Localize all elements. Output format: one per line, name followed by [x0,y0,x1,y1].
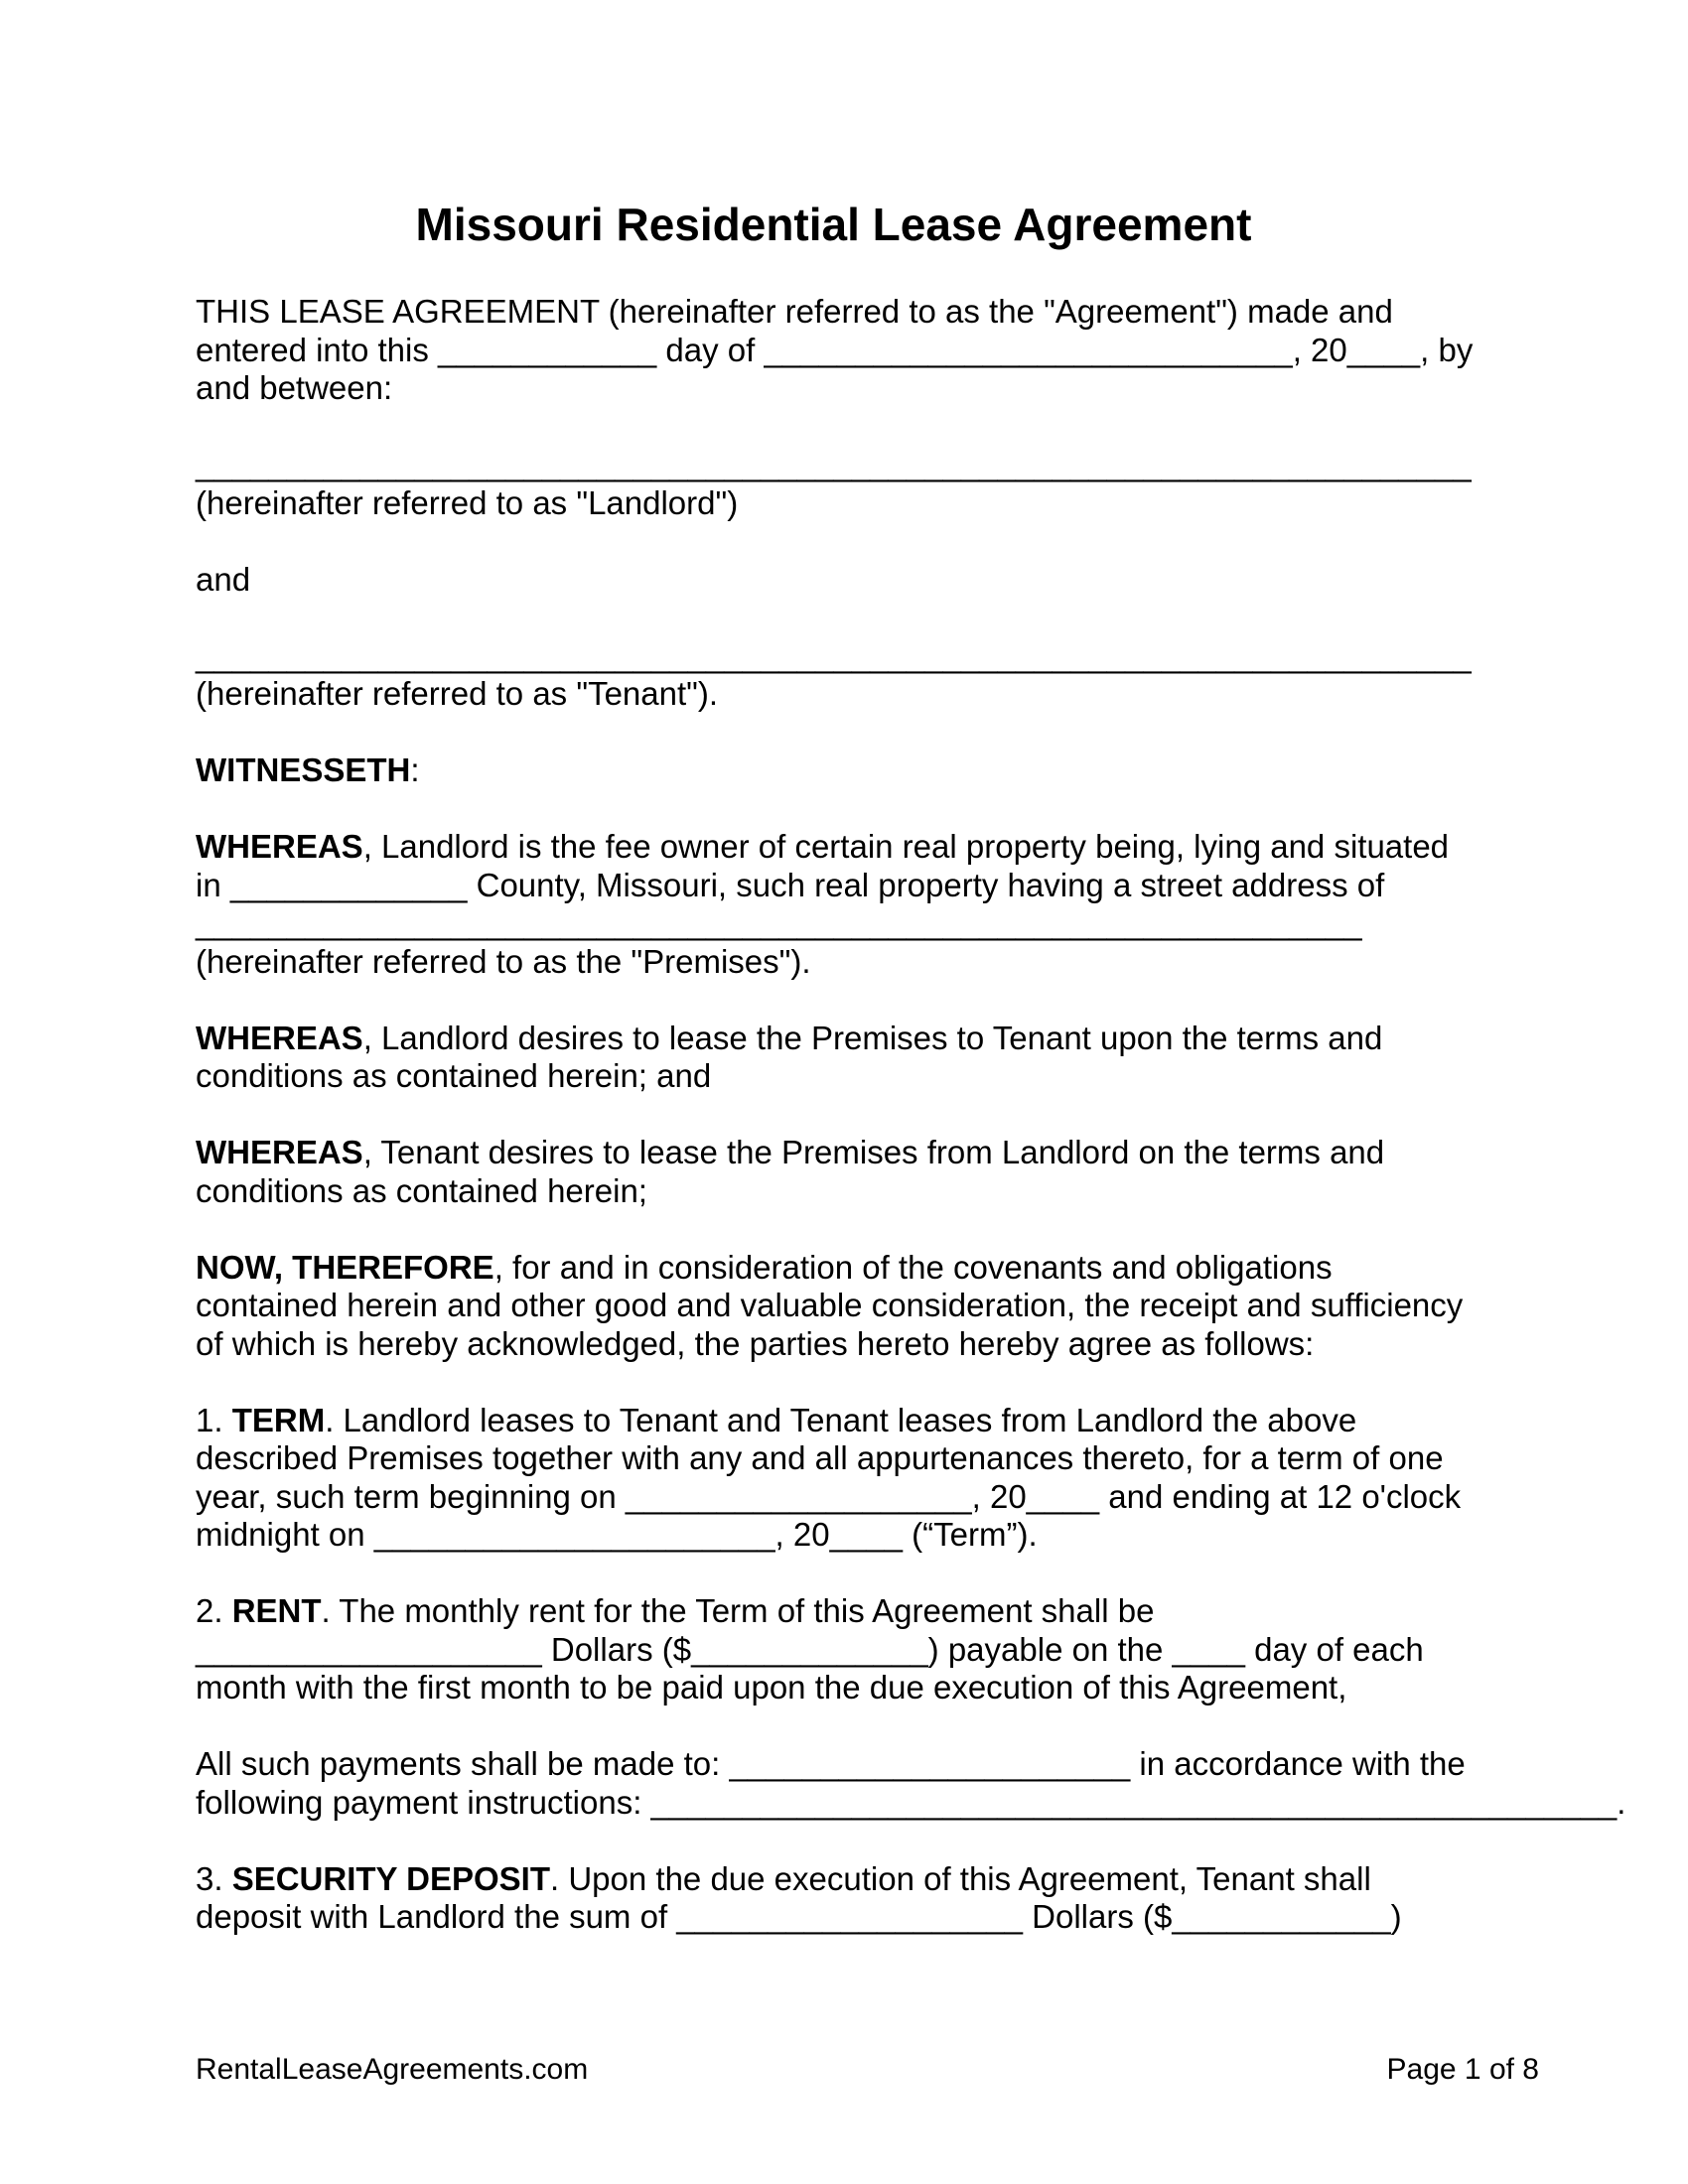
term-line-1 [196,1402,1546,1440]
whereas-owner-line-1 [196,828,1546,867]
witnesseth-heading [196,751,1546,790]
tenant-label: (hereinafter referred to as "Tenant"). [196,675,719,712]
page-title: Missouri Residential Lease Agreement [415,199,1252,250]
payments-line-2: following payment instructions: _____________________________________________________. [196,1783,1626,1821]
security-line-1 [196,1860,1546,1899]
payments-paragraph [196,1745,1626,1822]
rent-number: 2. [196,1592,232,1629]
intro-paragraph [196,293,1546,408]
rent-keyword: RENT [231,1592,322,1629]
now-therefore-line-1-text: , for and in consideration of the covenants and obligations [493,1248,1333,1286]
now-therefore-line-3: of which is hereby acknowledged, the parties hereto hereby agree as follows: [196,1324,1315,1362]
term-line-3: year, such term beginning on ___________________, 20____ and ending at 12 o'clock [196,1477,1462,1515]
intro-line-1: THIS LEASE AGREEMENT (hereinafter referred to as the "Agreement") made and [196,293,1393,330]
intro-line-3: and between: [196,369,393,406]
security-keyword: SECURITY DEPOSIT [231,1859,550,1897]
security-deposit-clause [196,1860,1546,1937]
whereas-landlord-line-2: conditions as contained herein; and [196,1057,712,1094]
and-separator: and [196,560,251,598]
rent-line-1 [196,1592,1546,1631]
witnesseth-colon: : [410,751,420,788]
whereas-landlord-line-1 [196,1020,1546,1058]
premises-address-blank-field: ________________________________________________________________ [196,904,1362,941]
security-line-1-text: . Upon the due execution of this Agreement, Tenant shall [550,1859,1371,1897]
footer-site-name: RentalLeaseAgreements.com [196,2053,589,2086]
term-number: 1. [196,1401,232,1438]
whereas-owner-line-2: in _____________ County, Missouri, such real property having a street address of [196,866,1385,903]
term-line-4: midnight on ______________________, 20____ (“Term”). [196,1516,1038,1553]
rent-line-1-text: . The monthly rent for the Term of this Agreement shall be [321,1592,1155,1629]
tenant-name-section [196,637,1546,714]
tenant-name-blank-field: ______________________________________________________________________ [196,636,1472,674]
rent-clause [196,1592,1546,1707]
term-clause [196,1402,1546,1555]
landlord-name-blank-field: ______________________________________________________________________ [196,446,1472,482]
page-footer [196,2051,1539,2089]
witnesseth-word: WITNESSETH [196,751,411,788]
rent-line-3: month with the first month to be paid upon the due execution of this Agreement, [196,1669,1347,1706]
term-line-2: described Premises together with any and all appurtenances thereto, for a term of one [196,1439,1444,1476]
landlord-name-section [196,446,1546,522]
whereas-keyword: WHEREAS [196,828,363,865]
premises-label: (hereinafter referred to as the "Premises"). [196,942,811,980]
rent-line-2: ___________________ Dollars ($_____________) payable on the ____ day of each [196,1630,1424,1668]
whereas-keyword: WHEREAS [196,1134,363,1170]
now-therefore-paragraph [196,1249,1546,1364]
whereas-owner-paragraph [196,828,1546,981]
whereas-tenant-line-1-text: , Tenant desires to lease the Premises from Landlord on the terms and [362,1134,1385,1170]
intro-line-2: entered into this ____________ day of _____________________________, 20____, by [196,331,1474,368]
whereas-tenant-line-2: conditions as contained herein; [196,1171,647,1209]
whereas-keyword: WHEREAS [196,1019,363,1056]
term-keyword: TERM [231,1401,326,1438]
payments-line-1: All such payments shall be made to: ______________________ in accordance with the [196,1745,1466,1782]
now-therefore-line-1 [196,1249,1546,1288]
landlord-label: (hereinafter referred to as "Landlord") [196,483,739,521]
now-therefore-line-2: contained herein and other good and valuable consideration, the receipt and sufficiency [196,1287,1464,1323]
term-line-1-text: . Landlord leases to Tenant and Tenant leases from Landlord the above [325,1401,1357,1438]
document-body [196,293,1626,1937]
whereas-owner-line-1-text: , Landlord is the fee owner of certain real property being, lying and situated [362,828,1450,865]
security-number: 3. [196,1859,232,1897]
whereas-landlord-line-1-text: , Landlord desires to lease the Premises to Tenant upon the terms and [362,1019,1383,1056]
footer-page-number: Page 1 of 8 [1386,2053,1539,2086]
security-line-2: deposit with Landlord the sum of ___________________ Dollars ($____________) [196,1898,1402,1935]
whereas-tenant-line-1 [196,1134,1546,1172]
whereas-landlord-paragraph [196,1020,1546,1096]
now-therefore-keyword: NOW, THEREFORE [196,1248,494,1286]
whereas-tenant-paragraph [196,1134,1546,1210]
